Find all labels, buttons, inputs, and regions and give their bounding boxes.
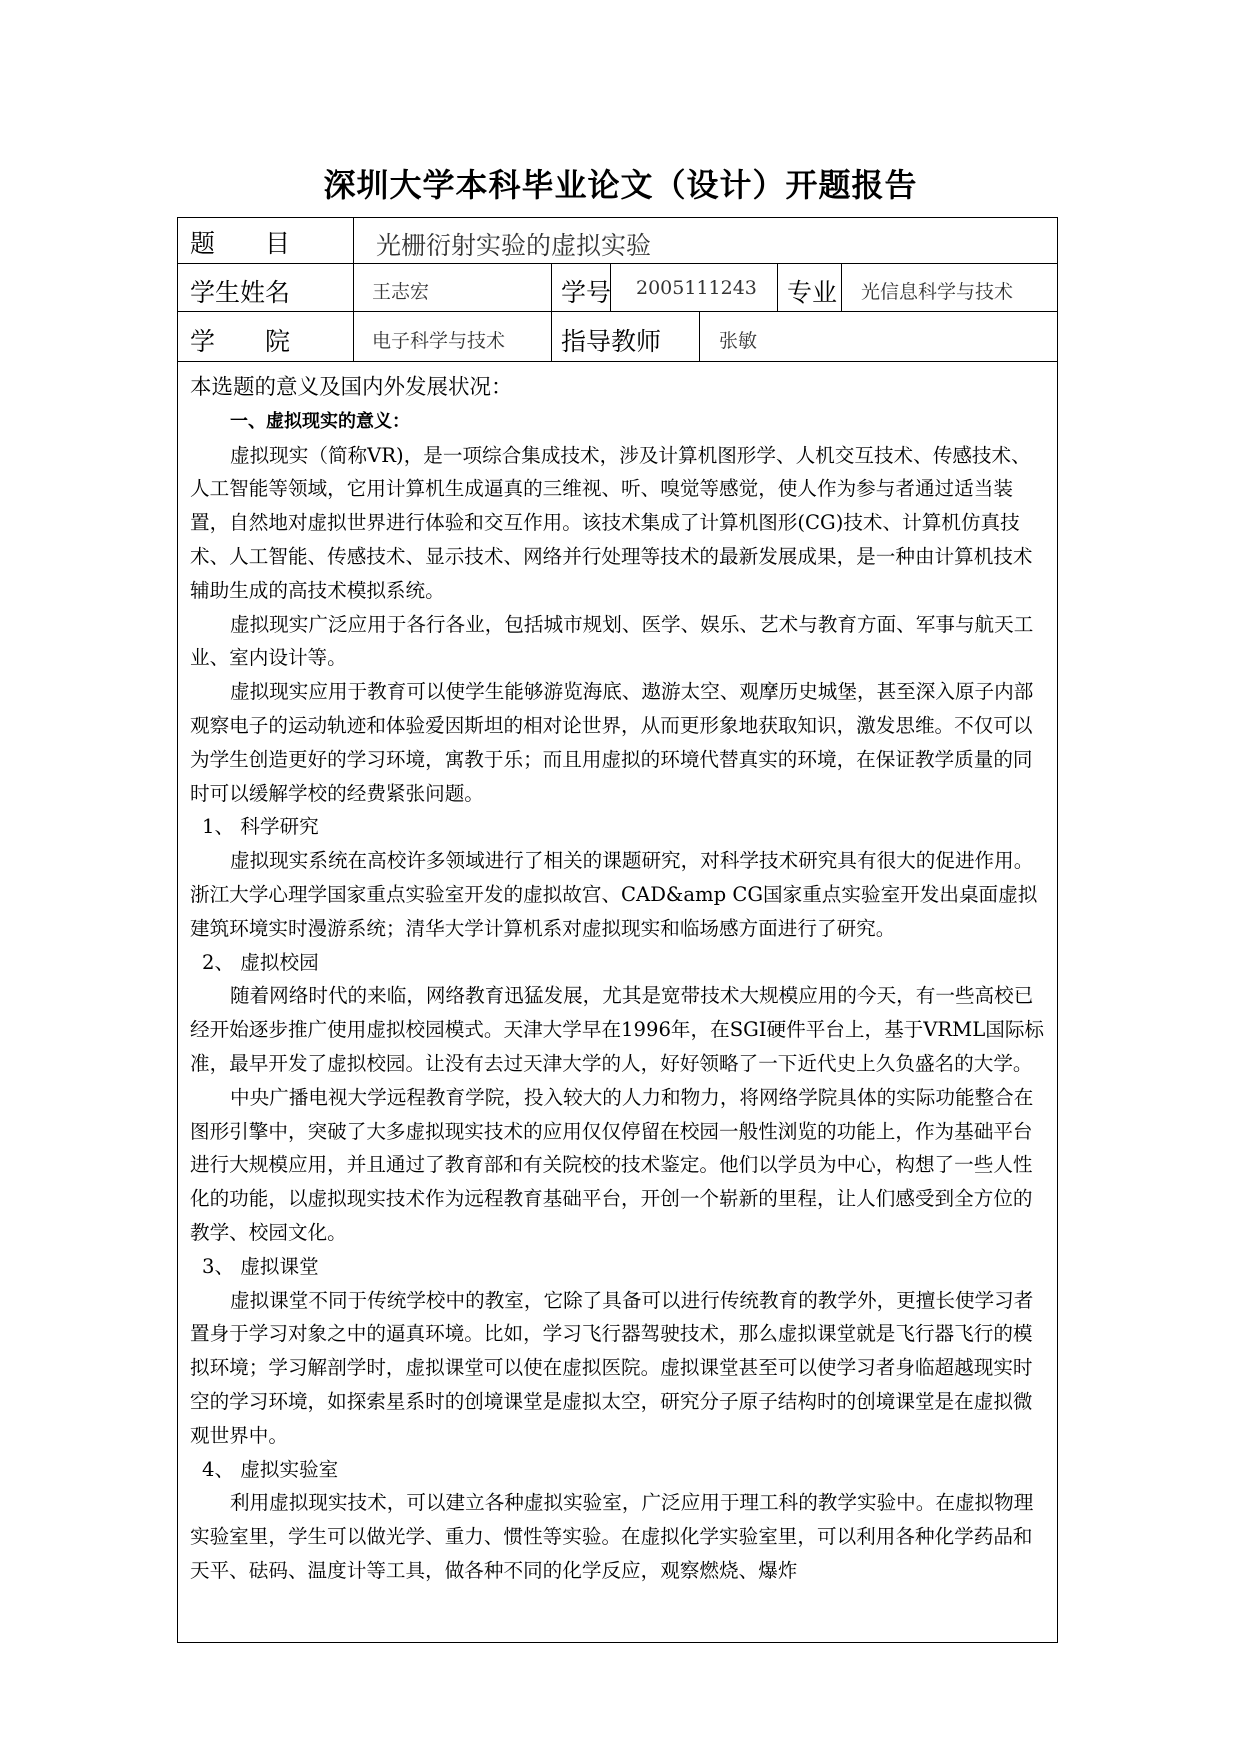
paragraph: 虚拟现实应用于教育可以使学生能够游览海底、遨游太空、观摩历史城堡，甚至深入原子内部观察电子的运动轨迹和体验爱因斯坦的相对论世界，从而更形象地获取知识，激发思维。不仅可以为学生创造更好的学习环境，寓教于乐；而且用虚拟的环境代替真实的环境，在保证教学质量的同时可以缓解学校的经费紧张问题。	[190, 680, 1034, 805]
paragraph: 虚拟现实系统在高校许多领域进行了相关的课题研究，对科学技术研究具有很大的促进作用。浙江大学心理学国家重点实验室开发的虚拟故宫、CAD&amp CG国家重点实验室开发出桌面虚拟建筑环境实时漫游系统；清华大学计算机系对虚拟现实和临场感方面进行了研究。	[190, 849, 1038, 940]
document-title: 深圳大学本科毕业论文（设计）开题报告	[323, 166, 918, 204]
paragraph: 随着网络时代的来临，网络教育迅猛发展，尤其是宽带技术大规模应用的今天，有一些高校已经开始逐步推广使用虚拟校园模式。天津大学早在1996年，在SGI硬件平台上，基于VRML国际标准，最早开发了虚拟校园。让没有去过天津大学的人，好好领略了一下近代史上久负盛名的大学。	[190, 984, 1045, 1075]
column-divider	[841, 263, 842, 311]
row-divider	[178, 361, 1057, 362]
list-item-heading: 4、 虚拟实验室	[202, 1457, 339, 1481]
student-name-value: 王志宏	[372, 281, 430, 303]
column-divider	[777, 263, 778, 311]
topic-value: 光栅衍射实验的虚拟实验	[376, 231, 652, 260]
section-subheading: 一、虚拟现实的意义：	[230, 410, 410, 432]
column-divider	[353, 218, 354, 361]
paragraph: 虚拟课堂不同于传统学校中的教室，它除了具备可以进行传统教育的教学外，更擅长使学习者置身于学习对象之中的逼真环境。比如，学习飞行器驾驶技术，那么虚拟课堂就是飞行器飞行的模拟环境；学习解剖学时，虚拟课堂可以使在虚拟医院。虚拟课堂甚至可以使学习者身临超越现实时空的学习环境，如探索星系时的创境课堂是虚拟太空，研究分子原子结构时的创境课堂是在虚拟微观世界中。	[190, 1288, 1034, 1447]
list-item-heading: 1、 科学研究	[202, 815, 319, 839]
paragraph: 利用虚拟现实技术，可以建立各种虚拟实验室，广泛应用于理工科的教学实验中。在虚拟物理实验室里，学生可以做光学、重力、惯性等实验。在虚拟化学实验室里，可以利用各种化学药品和天平、砝码、温度计等工具，做各种不同的化学反应，观察燃烧、爆炸	[190, 1491, 1034, 1582]
proposal-form-table	[177, 217, 1058, 1643]
student-id-value: 2005111243	[636, 277, 757, 299]
row-divider	[178, 263, 1057, 264]
section-heading: 本选题的意义及国内外发展状况：	[190, 375, 513, 400]
student-id-label: 学号	[561, 278, 612, 307]
list-item-heading: 3、 虚拟课堂	[202, 1254, 319, 1278]
proposal-body	[190, 371, 1045, 1588]
column-divider	[551, 263, 552, 361]
advisor-value: 张敏	[719, 330, 758, 352]
advisor-label: 指导教师	[561, 327, 662, 356]
college-value: 电子科学与技术	[372, 330, 506, 352]
student-name-label: 学生姓名	[190, 278, 291, 307]
topic-label: 题 目	[190, 229, 291, 258]
paragraph: 中央广播电视大学远程教育学院，投入较大的人力和物力，将网络学院具体的实际功能整合在图形引擎中，突破了大多虚拟现实技术的应用仅仅停留在校园一般性浏览的功能上，作为基础平台进行大规模应用，并且通过了教育部和有关院校的技术鉴定。他们以学员为中心，构想了一些人性化的功能，以虚拟现实技术作为远程教育基础平台，开创一个崭新的里程，让人们感受到全方位的教学、校园文化。	[190, 1085, 1034, 1244]
list-item-heading: 2、 虚拟校园	[202, 950, 319, 974]
major-label: 专业	[787, 278, 838, 307]
column-divider	[699, 311, 700, 361]
paragraph: 虚拟现实（简称VR)，是一项综合集成技术，涉及计算机图形学、人机交互技术、传感技术、人工智能等领域，它用计算机生成逼真的三维视、听、嗅觉等感觉，使人作为参与者通过适当装置，自然地对虚拟世界进行体验和交互作用。该技术集成了计算机图形(CG)技术、计算机仿真技术、人工智能、传感技术、显示技术、网络并行处理等技术的最新发展成果，是一种由计算机技术辅助生成的高技术模拟系统。	[190, 443, 1033, 602]
college-label: 学 院	[190, 327, 291, 356]
major-value: 光信息科学与技术	[861, 281, 1014, 303]
row-divider	[178, 311, 1057, 312]
paragraph: 虚拟现实广泛应用于各行各业，包括城市规划、医学、娱乐、艺术与教育方面、军事与航天工业、室内设计等。	[190, 612, 1034, 670]
